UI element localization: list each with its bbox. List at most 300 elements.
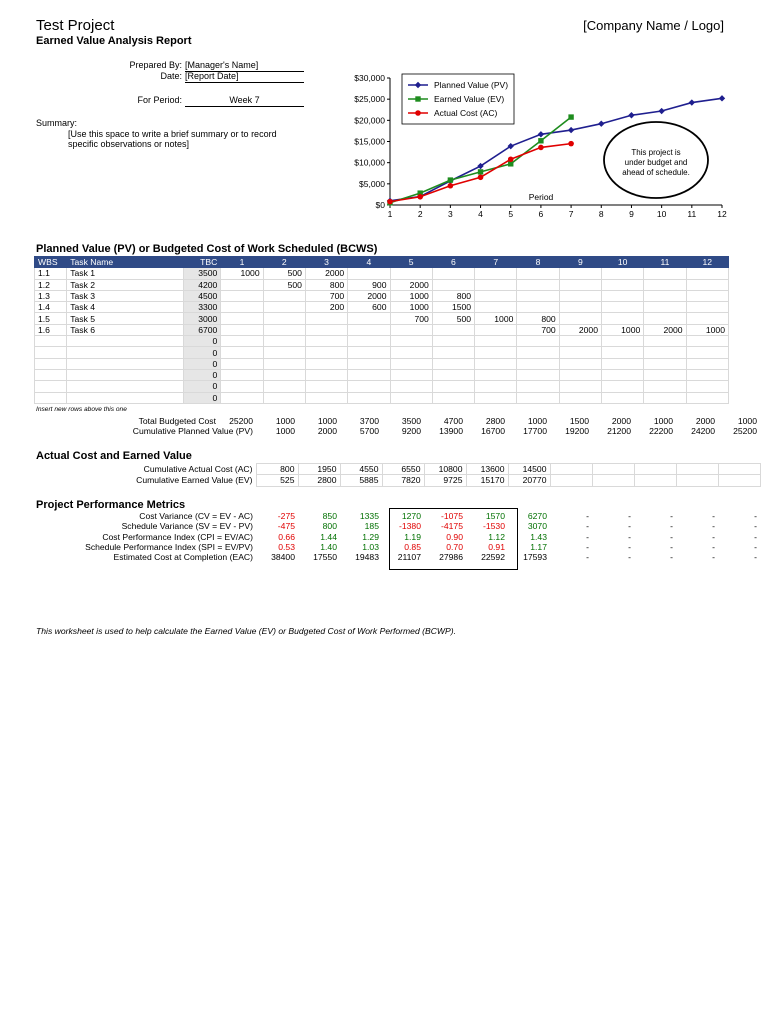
- pv-cell[interactable]: [686, 392, 728, 403]
- cumulative-pv-value: 22200: [649, 426, 673, 437]
- pv-cell[interactable]: [475, 302, 517, 313]
- ac-section-heading: Actual Cost and Earned Value: [36, 450, 192, 462]
- pv-cell[interactable]: Task 1: [67, 268, 184, 279]
- total-period-value: 2000: [611, 416, 631, 427]
- pv-cell[interactable]: [601, 381, 643, 392]
- pv-cell[interactable]: [601, 290, 643, 301]
- pv-cell[interactable]: [432, 347, 474, 358]
- pv-cell[interactable]: 1.2: [35, 279, 67, 290]
- pv-cell[interactable]: [263, 381, 305, 392]
- ac-ev-cell[interactable]: [592, 464, 634, 475]
- cumulative-pv-value: 25200: [733, 426, 757, 437]
- data-point: [538, 138, 543, 143]
- metric-row: [34, 532, 760, 542]
- metric-row: [34, 542, 760, 552]
- pv-cell[interactable]: [517, 279, 559, 290]
- pv-cell[interactable]: 0: [184, 358, 221, 369]
- metric-value: -: [586, 552, 589, 563]
- pv-cell[interactable]: [67, 336, 184, 347]
- pv-cell[interactable]: [601, 392, 643, 403]
- metric-value: -: [628, 521, 631, 532]
- pv-cell[interactable]: [559, 369, 601, 380]
- pv-cell[interactable]: [517, 290, 559, 301]
- pv-cell[interactable]: [686, 268, 728, 279]
- pv-cell[interactable]: [305, 324, 347, 335]
- pv-cell[interactable]: [263, 347, 305, 358]
- pv-cell[interactable]: [390, 336, 432, 347]
- pv-cell[interactable]: 700: [305, 290, 347, 301]
- ac-ev-cell[interactable]: [634, 475, 676, 486]
- ac-table: [34, 463, 761, 487]
- ac-ev-row: [34, 464, 760, 475]
- pv-cell[interactable]: [263, 302, 305, 313]
- pv-cell[interactable]: [305, 347, 347, 358]
- y-tick-label: $20,000: [354, 115, 385, 126]
- pv-cell[interactable]: [432, 279, 474, 290]
- pv-cell[interactable]: [35, 381, 67, 392]
- ac-ev-cell[interactable]: [592, 475, 634, 486]
- ac-ev-cell[interactable]: 1950: [298, 464, 340, 475]
- pv-cell[interactable]: [644, 347, 686, 358]
- pv-cell[interactable]: [263, 324, 305, 335]
- pv-table-row: [35, 381, 729, 392]
- pv-cell[interactable]: [475, 358, 517, 369]
- data-point: [415, 96, 420, 101]
- pv-cell[interactable]: [348, 392, 390, 403]
- total-budgeted-row: [34, 416, 760, 426]
- pv-cell[interactable]: 1000: [390, 290, 432, 301]
- pv-cell[interactable]: [644, 302, 686, 313]
- pv-cell[interactable]: [517, 268, 559, 279]
- pv-cell[interactable]: [601, 313, 643, 324]
- total-period-value: 1000: [275, 416, 295, 427]
- pv-cell[interactable]: [475, 336, 517, 347]
- insert-rows-note: Insert new rows above this one: [36, 406, 127, 413]
- pv-cell[interactable]: 1000: [601, 324, 643, 335]
- pv-cell[interactable]: [601, 279, 643, 290]
- metric-value: -: [628, 542, 631, 553]
- pv-cell[interactable]: [390, 347, 432, 358]
- metric-value: 0.90: [446, 531, 463, 542]
- pv-cell[interactable]: [432, 369, 474, 380]
- metric-value: -: [712, 542, 715, 553]
- pv-cell[interactable]: [305, 313, 347, 324]
- pv-cell[interactable]: [432, 336, 474, 347]
- metric-value: 850: [322, 511, 337, 522]
- pv-cell[interactable]: [390, 324, 432, 335]
- metric-value: -1380: [399, 521, 421, 532]
- pv-cell[interactable]: [348, 369, 390, 380]
- metric-label: Schedule Performance Index (SPI = EV/PV): [85, 542, 253, 553]
- report-subtitle: Earned Value Analysis Report: [36, 35, 192, 47]
- pv-cell[interactable]: [263, 358, 305, 369]
- pv-cell[interactable]: [475, 290, 517, 301]
- ac-ev-cell[interactable]: 800: [256, 464, 298, 475]
- pv-cell[interactable]: [390, 392, 432, 403]
- pv-cell[interactable]: [67, 347, 184, 358]
- pv-cell[interactable]: [305, 369, 347, 380]
- pv-table-row: [35, 358, 729, 369]
- pv-cell[interactable]: [644, 336, 686, 347]
- pv-cell[interactable]: 0: [184, 347, 221, 358]
- pv-cell[interactable]: [348, 336, 390, 347]
- x-axis-title: Period: [528, 192, 554, 202]
- x-tick-label: 6: [538, 209, 544, 219]
- project-title: Test Project: [36, 17, 115, 34]
- pv-cell[interactable]: [475, 324, 517, 335]
- metric-value: 1.40: [320, 542, 337, 553]
- metric-value: -: [628, 552, 631, 563]
- metric-value: -: [586, 521, 589, 532]
- pv-cell[interactable]: [348, 347, 390, 358]
- pv-cell[interactable]: [348, 313, 390, 324]
- ac-ev-label: Cumulative Actual Cost (AC): [143, 464, 253, 475]
- ac-ev-cell[interactable]: [718, 464, 760, 475]
- ac-ev-cell[interactable]: 2800: [298, 475, 340, 486]
- pv-cell[interactable]: 0: [184, 392, 221, 403]
- date-field[interactable]: [Report Date]: [185, 71, 304, 83]
- pv-cell[interactable]: [348, 324, 390, 335]
- ac-ev-cell[interactable]: 7820: [382, 475, 424, 486]
- pv-cell[interactable]: 4500: [184, 290, 221, 301]
- pv-cell[interactable]: [686, 313, 728, 324]
- pv-cell[interactable]: [601, 302, 643, 313]
- pv-cell[interactable]: [221, 392, 263, 403]
- metric-value: 21107: [397, 552, 421, 563]
- pv-cell[interactable]: [601, 369, 643, 380]
- pv-cell[interactable]: [517, 369, 559, 380]
- metrics-section-heading: Project Performance Metrics: [36, 499, 186, 511]
- metric-value: -1075: [441, 511, 463, 522]
- pv-cell[interactable]: [475, 381, 517, 392]
- status-callout: [604, 122, 708, 198]
- pv-cell[interactable]: [475, 268, 517, 279]
- pv-cell[interactable]: [517, 381, 559, 392]
- ac-ev-cell[interactable]: 5885: [340, 475, 382, 486]
- y-tick-label: $30,000: [354, 73, 385, 83]
- pv-cell[interactable]: 2000: [348, 290, 390, 301]
- pv-cell[interactable]: [475, 369, 517, 380]
- pv-cell[interactable]: 1.1: [35, 268, 67, 279]
- pv-cell[interactable]: [517, 358, 559, 369]
- pv-cell[interactable]: [221, 279, 263, 290]
- total-budgeted-label: Total Budgeted Cost: [138, 416, 216, 427]
- data-point: [719, 95, 725, 101]
- pv-cell[interactable]: [432, 268, 474, 279]
- x-tick-label: 12: [717, 209, 727, 219]
- pv-cell[interactable]: [559, 336, 601, 347]
- pv-cell[interactable]: [221, 381, 263, 392]
- pv-cell[interactable]: 1.4: [35, 302, 67, 313]
- pv-cell[interactable]: [305, 392, 347, 403]
- date-label: Date:: [160, 71, 182, 81]
- pv-cell[interactable]: [35, 358, 67, 369]
- pv-cell[interactable]: [686, 381, 728, 392]
- pv-cell[interactable]: 1000: [686, 324, 728, 335]
- ac-ev-cell[interactable]: 14500: [508, 464, 550, 475]
- cumulative-pv-value: 13900: [439, 426, 463, 437]
- pv-cell[interactable]: 800: [517, 313, 559, 324]
- pv-cell[interactable]: [686, 358, 728, 369]
- period-label: For Period:: [137, 95, 182, 105]
- pv-cell[interactable]: 700: [517, 324, 559, 335]
- ac-ev-cell[interactable]: [676, 464, 718, 475]
- data-point: [689, 99, 695, 105]
- pv-cell[interactable]: 500: [263, 279, 305, 290]
- pv-cell[interactable]: 2000: [390, 279, 432, 290]
- pv-col-header: 1: [221, 257, 263, 268]
- metric-value: -: [712, 521, 715, 532]
- period-field[interactable]: Week 7: [185, 95, 304, 107]
- pv-cell[interactable]: [221, 290, 263, 301]
- cumulative-pv-value: 16700: [481, 426, 505, 437]
- pv-cell[interactable]: [432, 324, 474, 335]
- ac-ev-cell[interactable]: [550, 464, 592, 475]
- pv-cell[interactable]: [644, 279, 686, 290]
- data-point: [568, 127, 574, 133]
- summary-label: Summary:: [36, 118, 78, 128]
- pv-cell[interactable]: [348, 268, 390, 279]
- prepared-by-label: Prepared By:: [129, 60, 182, 70]
- callout-line1: This project is: [631, 148, 681, 157]
- pv-cell[interactable]: [559, 268, 601, 279]
- pv-cell[interactable]: [559, 313, 601, 324]
- ac-ev-cell[interactable]: 10800: [424, 464, 466, 475]
- pv-cell[interactable]: [432, 381, 474, 392]
- pv-cell[interactable]: 6700: [184, 324, 221, 335]
- ac-ev-cell[interactable]: 15170: [466, 475, 508, 486]
- footer-note: This worksheet is used to help calculate the Earned Value (EV) or Budgeted Cost of Work Performed (BCWP).: [36, 626, 457, 636]
- pv-cell[interactable]: Task 6: [67, 324, 184, 335]
- pv-cell[interactable]: [35, 369, 67, 380]
- pv-cell[interactable]: 0: [184, 336, 221, 347]
- pv-cell[interactable]: [263, 392, 305, 403]
- pv-cell[interactable]: [559, 347, 601, 358]
- summary-text-line2[interactable]: specific observations or notes]: [68, 139, 190, 149]
- pv-cell[interactable]: [559, 290, 601, 301]
- metric-value: 22592: [481, 552, 505, 563]
- pv-cell[interactable]: [644, 313, 686, 324]
- ac-ev-label: Cumulative Earned Value (EV): [136, 475, 253, 486]
- pv-cell[interactable]: [67, 358, 184, 369]
- legend-label: Planned Value (PV): [434, 80, 509, 90]
- ac-ev-cell[interactable]: 4550: [340, 464, 382, 475]
- pv-totals-table: [34, 416, 760, 437]
- cumulative-pv-value: 24200: [691, 426, 715, 437]
- pv-cell[interactable]: [559, 381, 601, 392]
- pv-cell[interactable]: Task 3: [67, 290, 184, 301]
- pv-cell[interactable]: 0: [184, 369, 221, 380]
- pv-cell[interactable]: [221, 369, 263, 380]
- pv-cell[interactable]: 1.3: [35, 290, 67, 301]
- metric-value: 17550: [313, 552, 337, 563]
- y-tick-label: $5,000: [359, 178, 385, 189]
- legend-label: Earned Value (EV): [434, 94, 505, 104]
- pv-cell[interactable]: [221, 336, 263, 347]
- y-tick-label: $25,000: [354, 94, 385, 105]
- prepared-by-field[interactable]: [Manager's Name]: [185, 60, 304, 72]
- pv-cell[interactable]: [686, 302, 728, 313]
- pv-cell[interactable]: [559, 279, 601, 290]
- pv-col-header: 6: [432, 257, 474, 268]
- ac-ev-cell[interactable]: 13600: [466, 464, 508, 475]
- earned-value-chart: [330, 68, 740, 228]
- metric-value: 800: [322, 521, 337, 532]
- pv-cell[interactable]: [559, 302, 601, 313]
- pv-cell[interactable]: [644, 392, 686, 403]
- pv-cell[interactable]: 900: [348, 279, 390, 290]
- total-period-value: 3500: [401, 416, 421, 427]
- metric-value: -: [754, 531, 757, 542]
- pv-cell[interactable]: 500: [432, 313, 474, 324]
- pv-cell[interactable]: 0: [184, 381, 221, 392]
- pv-cell[interactable]: [601, 358, 643, 369]
- pv-col-header: TBC: [184, 257, 221, 268]
- pv-table-row: [35, 313, 729, 324]
- pv-table-row: [35, 302, 729, 313]
- pv-cell[interactable]: 1000: [221, 268, 263, 279]
- metric-value: -475: [277, 521, 295, 532]
- pv-cell[interactable]: 1000: [475, 313, 517, 324]
- pv-cell[interactable]: Task 5: [67, 313, 184, 324]
- pv-cell[interactable]: [348, 381, 390, 392]
- pv-cell[interactable]: [390, 381, 432, 392]
- pv-cell[interactable]: [475, 347, 517, 358]
- pv-cell[interactable]: 1.6: [35, 324, 67, 335]
- pv-cell[interactable]: [686, 279, 728, 290]
- pv-cell[interactable]: 1000: [390, 302, 432, 313]
- data-point: [387, 199, 393, 205]
- pv-cell[interactable]: [686, 347, 728, 358]
- pv-cell[interactable]: 2000: [644, 324, 686, 335]
- pv-cell[interactable]: [559, 358, 601, 369]
- metric-value: 185: [364, 521, 379, 532]
- ac-ev-cell[interactable]: [676, 475, 718, 486]
- pv-cell[interactable]: 3500: [184, 268, 221, 279]
- pv-cell[interactable]: [305, 358, 347, 369]
- pv-cell[interactable]: [644, 290, 686, 301]
- pv-cell[interactable]: [517, 347, 559, 358]
- pv-cell[interactable]: [644, 358, 686, 369]
- pv-cell[interactable]: [67, 369, 184, 380]
- pv-cell[interactable]: [475, 392, 517, 403]
- pv-cell[interactable]: [263, 369, 305, 380]
- ac-ev-cell[interactable]: [718, 475, 760, 486]
- pv-cell[interactable]: [517, 336, 559, 347]
- pv-cell[interactable]: 2000: [559, 324, 601, 335]
- pv-cell[interactable]: [221, 347, 263, 358]
- pv-cell[interactable]: [686, 336, 728, 347]
- pv-cell[interactable]: [601, 268, 643, 279]
- pv-cell[interactable]: [263, 313, 305, 324]
- pv-cell[interactable]: 500: [263, 268, 305, 279]
- pv-cell[interactable]: 3000: [184, 313, 221, 324]
- pv-cell[interactable]: [432, 392, 474, 403]
- pv-cell[interactable]: [601, 347, 643, 358]
- callout-line2: under budget and: [624, 158, 688, 167]
- metric-value: -1530: [483, 521, 505, 532]
- pv-table-row: [35, 336, 729, 347]
- pv-cell[interactable]: 2000: [305, 268, 347, 279]
- pv-table-row: [35, 392, 729, 403]
- pv-col-header: WBS: [35, 257, 67, 268]
- metric-row: [34, 552, 760, 562]
- pv-cell[interactable]: 200: [305, 302, 347, 313]
- pv-cell[interactable]: [644, 381, 686, 392]
- ac-ev-cell[interactable]: 525: [256, 475, 298, 486]
- pv-cell[interactable]: [390, 369, 432, 380]
- pv-cell[interactable]: 800: [305, 279, 347, 290]
- total-period-value: 2000: [695, 416, 715, 427]
- pv-cell[interactable]: [305, 381, 347, 392]
- pv-cell[interactable]: [601, 336, 643, 347]
- data-point: [598, 121, 604, 127]
- pv-cell[interactable]: 1500: [432, 302, 474, 313]
- pv-cell[interactable]: [390, 268, 432, 279]
- pv-cell[interactable]: 4200: [184, 279, 221, 290]
- pv-cell[interactable]: [475, 279, 517, 290]
- pv-cell[interactable]: Task 4: [67, 302, 184, 313]
- pv-cell[interactable]: [559, 392, 601, 403]
- ac-ev-cell[interactable]: 9725: [424, 475, 466, 486]
- summary-text-line1[interactable]: [Use this space to write a brief summary or to record: [68, 129, 277, 139]
- metric-value: -: [754, 552, 757, 563]
- pv-table: [34, 256, 729, 404]
- pv-cell[interactable]: [348, 358, 390, 369]
- pv-cell[interactable]: [67, 381, 184, 392]
- total-period-value: 1000: [317, 416, 337, 427]
- pv-cell[interactable]: 1.5: [35, 313, 67, 324]
- pv-cell[interactable]: [221, 324, 263, 335]
- pv-cell[interactable]: [35, 336, 67, 347]
- pv-cell[interactable]: [263, 290, 305, 301]
- pv-cell[interactable]: [35, 347, 67, 358]
- pv-cell[interactable]: [686, 290, 728, 301]
- pv-col-header: 9: [559, 257, 601, 268]
- pv-cell[interactable]: [686, 369, 728, 380]
- pv-cell[interactable]: [390, 358, 432, 369]
- x-tick-label: 7: [568, 209, 574, 219]
- pv-cell[interactable]: [35, 392, 67, 403]
- ac-ev-cell[interactable]: 6550: [382, 464, 424, 475]
- metric-value: 3070: [527, 521, 547, 532]
- metric-value: -: [712, 531, 715, 542]
- pv-cell[interactable]: Task 2: [67, 279, 184, 290]
- pv-cell[interactable]: 700: [390, 313, 432, 324]
- pv-cell[interactable]: 800: [432, 290, 474, 301]
- pv-cell[interactable]: [305, 336, 347, 347]
- pv-cell[interactable]: [517, 392, 559, 403]
- pv-cell[interactable]: [263, 336, 305, 347]
- pv-col-header: 8: [517, 257, 559, 268]
- pv-cell[interactable]: [221, 302, 263, 313]
- pv-cell[interactable]: [67, 392, 184, 403]
- pv-cell[interactable]: [432, 358, 474, 369]
- pv-cell[interactable]: 600: [348, 302, 390, 313]
- metric-value: 1335: [359, 511, 379, 522]
- pv-cell[interactable]: [644, 268, 686, 279]
- pv-cell[interactable]: 3300: [184, 302, 221, 313]
- ac-ev-cell[interactable]: [550, 475, 592, 486]
- y-tick-label: $10,000: [354, 157, 385, 168]
- pv-cell[interactable]: [221, 313, 263, 324]
- pv-col-header: 12: [686, 257, 728, 268]
- ac-ev-cell[interactable]: [634, 464, 676, 475]
- pv-cell[interactable]: [517, 302, 559, 313]
- pv-cell[interactable]: [644, 369, 686, 380]
- pv-cell[interactable]: [221, 358, 263, 369]
- ac-ev-cell[interactable]: 20770: [508, 475, 550, 486]
